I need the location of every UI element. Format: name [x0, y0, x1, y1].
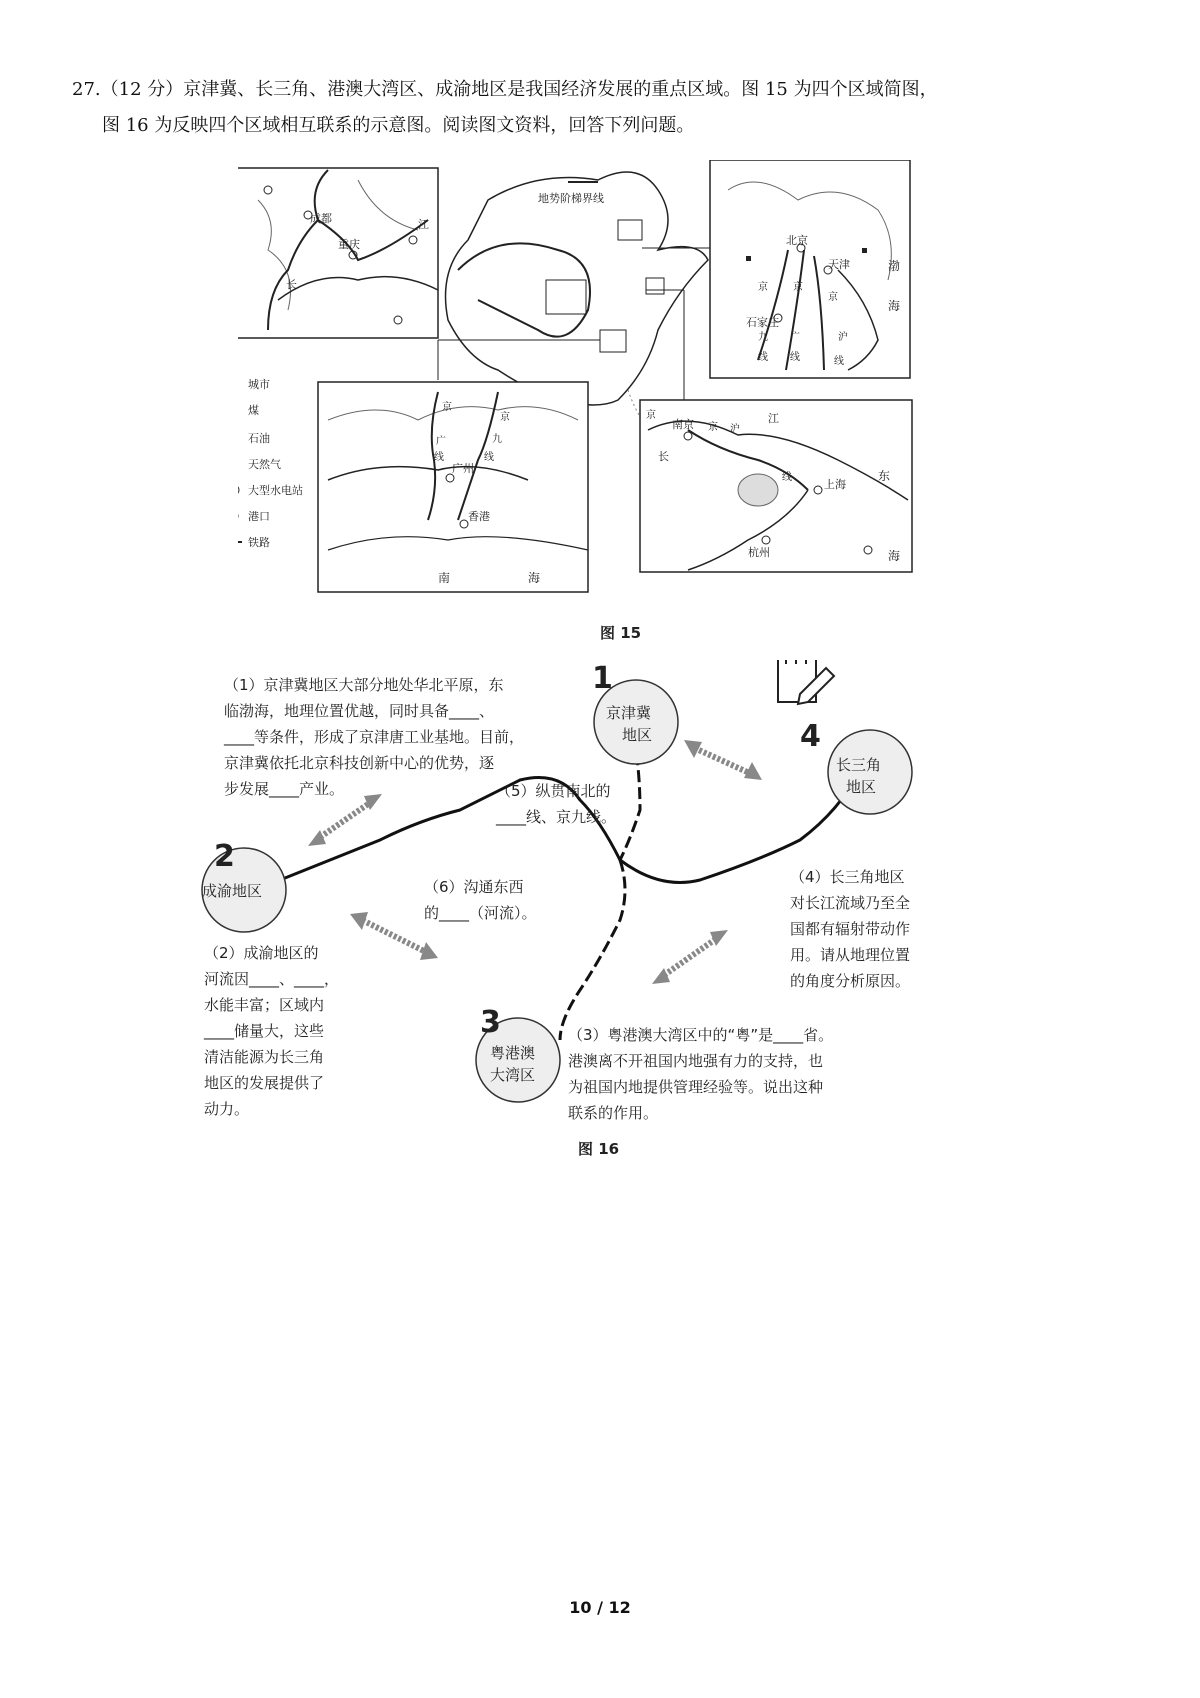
chengyu-city-chengdu: 成都 — [310, 212, 332, 225]
node-label: 京津冀 — [606, 704, 652, 722]
jingjinji-inset-map — [710, 160, 910, 378]
gba-sea-char-1: 南 — [438, 571, 451, 585]
q4-line: 用。请从地理位置 — [790, 946, 911, 964]
legend — [238, 378, 303, 549]
q3-text — [568, 1026, 833, 1122]
legend-label: 煤 — [248, 404, 259, 417]
q2-line: 动力。 — [204, 1100, 250, 1118]
q5-line: ____线、京九线。 — [496, 808, 617, 826]
jjj-city-beijing: 北京 — [786, 234, 808, 247]
figure-15 — [238, 160, 998, 660]
yrd-inset-map — [640, 400, 912, 572]
jjj-rail-char: 京 — [793, 282, 803, 293]
question-line-2: 图 16 为反映四个区域相互联系的示意图。阅读图文资料，回答下列问题。 — [102, 115, 695, 136]
question-text — [72, 72, 1132, 144]
node-number: 4 — [800, 719, 821, 754]
q6-text — [424, 878, 537, 923]
gba-rail-char: 京 — [500, 412, 510, 423]
rail-line-lower — [560, 860, 625, 1040]
gba-city-hongkong: 香港 — [468, 510, 490, 523]
legend-label: 天然气 — [248, 458, 281, 471]
q2-line: ____储量大，这些 — [204, 1022, 325, 1040]
chengyu-city-chongqing: 重庆 — [338, 238, 360, 251]
yrd-char: 长 — [658, 450, 669, 463]
chengyu-river-char-1: 长 — [286, 278, 297, 291]
yrd-city-nanjing: 南京 — [672, 418, 694, 431]
node-label: 成渝地区 — [202, 882, 263, 900]
q2-line: 地区的发展提供了 — [204, 1074, 325, 1092]
legend-label: 城市 — [248, 378, 270, 391]
q1-line: 临渤海，地理位置优越，同时具备____、 — [224, 702, 495, 720]
node-chengyu — [202, 839, 286, 932]
yrd-char: 东 — [878, 469, 891, 483]
legend-label: 港口 — [248, 510, 270, 523]
q2-line: 河流因____、____， — [204, 970, 340, 988]
figure-16-caption: 图 16 — [578, 1140, 620, 1158]
hydro-icon — [238, 485, 239, 495]
jjj-rail-char: 沪 — [838, 332, 848, 343]
q5-text — [495, 782, 616, 827]
q4-line: 国都有辐射带动作 — [790, 920, 911, 938]
double-arrow — [308, 794, 382, 846]
node-number: 2 — [214, 839, 235, 874]
gba-inset-map — [318, 382, 588, 592]
jjj-rail-char: 线 — [758, 352, 768, 363]
q2-line: （2）成渝地区的 — [204, 944, 319, 962]
q1-text — [223, 676, 524, 799]
node-jingjinji — [592, 661, 678, 764]
node-yrd — [800, 719, 912, 814]
chengyu-inset-map — [238, 168, 438, 338]
q1-line: （1）京津冀地区大部分地处华北平原，东 — [224, 676, 504, 694]
legend-label: 大型水电站 — [248, 484, 303, 497]
yrd-city-hangzhou: 杭州 — [748, 546, 770, 559]
node-label: 粤港澳 — [490, 1044, 536, 1062]
double-arrow — [652, 930, 728, 984]
figure-16 — [200, 660, 1020, 1260]
node-label: 长三角 — [836, 756, 882, 774]
gba-city-guangzhou: 广州 — [452, 462, 474, 475]
node-label: 地区 — [622, 726, 653, 744]
yrd-char: 线 — [782, 472, 792, 483]
q1-line: ____等条件，形成了京津唐工业基地。目前， — [224, 728, 525, 746]
jjj-city-tianjin: 天津 — [828, 258, 850, 271]
q4-line: （4）长三角地区 — [790, 868, 905, 886]
yrd-char: 海 — [888, 549, 901, 563]
gba-rail-char: 线 — [434, 452, 444, 463]
yrd-char: 沪 — [730, 424, 740, 435]
q3-line: （3）粤港澳大湾区中的“粤”是____省。 — [568, 1026, 834, 1044]
yrd-char: 江 — [768, 412, 779, 425]
jjj-rail-char: 线 — [790, 352, 800, 363]
jjj-rail-char: 京 — [758, 282, 768, 293]
q3-line: 港澳离不开祖国内地强有力的支持，也 — [568, 1052, 824, 1070]
jjj-rail-char: 广 — [790, 332, 800, 343]
legend-label: 铁路 — [248, 536, 270, 549]
gba-rail-char: 线 — [484, 452, 494, 463]
yrd-char: 京 — [646, 410, 656, 421]
jjj-rail-char: 线 — [834, 356, 844, 367]
gba-sea-char-2: 海 — [528, 571, 541, 585]
jjj-rail-char: 九 — [758, 332, 768, 343]
q6-line: （6）沟通东西 — [424, 878, 524, 896]
page-number: 10 / 12 — [569, 1598, 631, 1617]
terrain-boundary-label: 地势阶梯界线 — [538, 192, 604, 205]
yrd-char: 京 — [708, 422, 718, 433]
node-number: 3 — [480, 1005, 501, 1040]
q1-line: 京津冀依托北京科技创新中心的优势，逐 — [224, 754, 495, 772]
jjj-city-shijiazhuang: 石家庄 — [746, 316, 779, 329]
q1-line: 步发展____产业。 — [224, 780, 345, 798]
q3-line: 为祖国内地提供管理经验等。说出这种 — [568, 1078, 824, 1096]
q4-line: 的角度分析原因。 — [790, 972, 911, 990]
notepad-icon — [778, 660, 834, 704]
jjj-rail-char: 京 — [828, 292, 838, 303]
q2-text — [203, 944, 339, 1118]
gba-rail-char: 广 — [436, 436, 446, 447]
q2-line: 清洁能源为长三角 — [204, 1048, 325, 1066]
yrd-city-shanghai: 上海 — [824, 478, 846, 491]
q2-line: 水能丰富；区域内 — [204, 996, 325, 1014]
jjj-sea-char-2: 海 — [888, 299, 901, 313]
q4-text — [790, 868, 910, 990]
node-label: 地区 — [846, 778, 877, 796]
figure-15-caption: 图 15 — [600, 624, 642, 642]
q6-line: 的____（河流）。 — [424, 904, 537, 922]
gba-rail-char: 九 — [492, 434, 502, 445]
node-gba — [476, 1005, 560, 1102]
q5-line: （5）纵贯南北的 — [496, 782, 611, 800]
q3-line: 联系的作用。 — [568, 1104, 659, 1122]
legend-label: 石油 — [248, 432, 270, 445]
node-number: 1 — [592, 661, 613, 696]
node-label: 大湾区 — [490, 1066, 536, 1084]
question-line-1: 27.（12 分）京津冀、长三角、港澳大湾区、成渝地区是我国经济发展的重点区域。图 15 为四个区域简图， — [72, 79, 938, 100]
double-arrow — [684, 740, 762, 780]
chengyu-river-char-2: 江 — [418, 218, 429, 231]
jjj-sea-char-1: 渤 — [888, 259, 901, 273]
gba-rail-char: 京 — [442, 402, 452, 413]
q4-line: 对长江流域乃至全 — [790, 894, 911, 912]
